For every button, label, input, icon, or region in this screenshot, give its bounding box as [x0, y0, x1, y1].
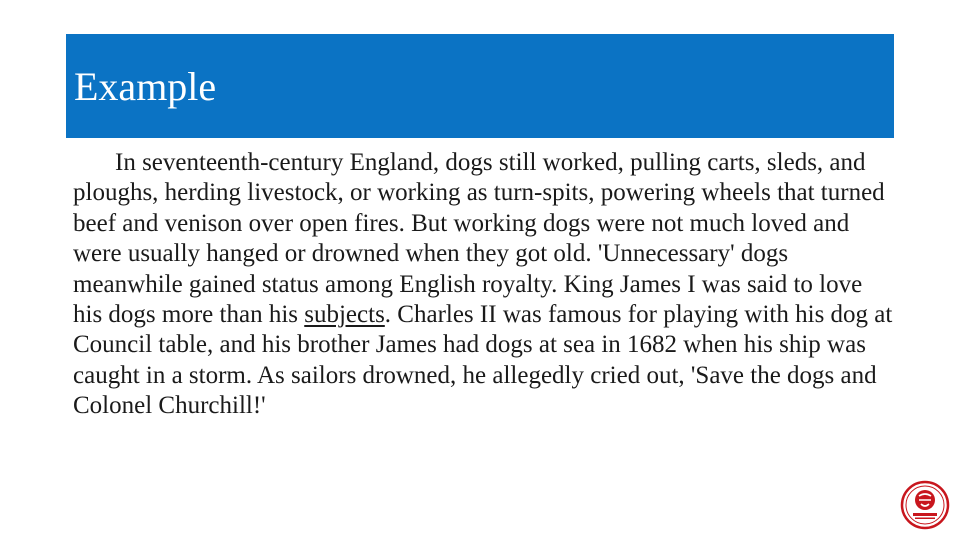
- body-paragraph: [73, 148, 893, 422]
- body-text-part1: In seventeenth-century England, dogs still worked, pulling carts, sleds, and ploughs, herding livestock, or working as turn-spits, powering wheels that turned beef and venison over open fires. But working dogs were not much loved and were usually hanged or drowned when they got old. 'Unnecessary' dogs meanwhile gained status among English royalty. King James I was said to love his dogs more than his: [73, 149, 885, 329]
- title-bar: [66, 34, 894, 138]
- slide-title: Example: [74, 64, 217, 109]
- body-text-part2: . Charles II was famous for playing with his dog at Council table, and his brother James had dogs at sea in 1682 when his ship was caught in a storm. As sailors drowned, he allegedly cried out, 'Save the dogs and Colonel Churchill!': [73, 301, 893, 420]
- underlined-word: subjects: [304, 301, 385, 329]
- university-seal-icon: [900, 480, 950, 530]
